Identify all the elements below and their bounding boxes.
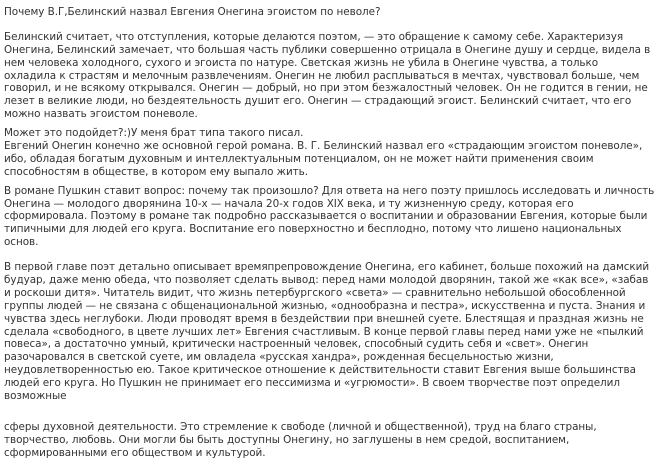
text-line: группы людей — не связана с общенациональной жизнью, «однообразна и пестра», искусственна и пуста. Знания и <box>4 299 646 312</box>
text-line: сформированными его обществом и культурой. <box>4 446 266 459</box>
text-line: неудовлетворенностью ею. Такое критическое отношение к действительности ставит Евгения выше большинства <box>4 364 636 377</box>
text-line: типичными для людей его круга. Воспитание его поверхностно и бесплодно, потому что лишено национальных <box>4 223 622 236</box>
text-line: возможные <box>4 390 67 403</box>
answer-page <box>4 6 655 460</box>
question-heading <box>4 6 655 19</box>
text-line: людей его круга. Но Пушкин не принимает его пессимизма и «угрюмости». В своем творчестве поэт определил <box>4 377 620 390</box>
text-line: охладила к страстям и мелочным развлечениям. Онегин не любил расплываться в мечтах, чувствовал больше, чем <box>4 69 640 82</box>
text-line: сферы духовной деятельности. Это стремление к свободе (личной и общественной), труд на благо страны, <box>4 420 597 433</box>
text-line: будуар, даже меню обеда, что позволяет сделать вывод: перед нами молодой дворянин, такой же «как все», «забав <box>4 274 649 287</box>
text-line: сделала «свободного, в цвете лучших лет» Евгения счастливым. В конце первой главы перед нами уже не «пылкий <box>4 325 644 338</box>
text-line: говорил, и не всякому открывался. Онегин — добрый, но при этом безжалостный человек. Он не годится в гении, не <box>4 82 648 95</box>
text-line: творчество, любовь. Они могли бы быть доступны Онегину, но заглушены в нем средой, воспитанием, <box>4 433 570 446</box>
text-line: разочаровался в светской суете, им овладела «русская хандра», рожденная бесцельностью жизни, <box>4 351 554 364</box>
text-line: Онегина — молодого дворянина 10-х — начала 20-х годов XIX века, и ту жизненную среду, которая его <box>4 197 574 210</box>
paragraph-pushkin-question <box>4 185 655 249</box>
paragraph-brother <box>4 127 655 179</box>
text-line: В романе Пушкин ставит вопрос: почему так произошло? Для ответа на него поэту пришлось исследовать и личность <box>4 184 655 197</box>
text-line: нем человека холодного, сухого и эгоиста по натуре. Светская жизнь не убила в Онегине чувства, а только <box>4 56 599 69</box>
text-line: сформировала. Поэтому в романе так подробно рассказывается о воспитании и образовании Евгения, которые были <box>4 210 648 223</box>
text-line: повеса», а достаточно умный, критически настроенный человек, способный судить себя и «свет». Онегин <box>4 338 589 351</box>
paragraph-belinsky <box>4 31 655 121</box>
paragraph-first-chapter <box>4 261 655 403</box>
text-line: чувства здесь неглубоки. Люди проводят время в бездействии при внешней суете. Блестящая и праздная жизнь не <box>4 312 644 325</box>
text-line: и роскоши дитя». Читатель видит, что жизнь петербургского «света» — сравнительно небольшой обособленной <box>4 286 626 299</box>
text-line: ибо, обладая богатым духовным и интеллектуальным потенциалом, он не может найти применения своим <box>4 152 594 165</box>
text-line: Белинский считает, что отступления, которые делаются поэтом, — это обращение к самому себе. Характеризуя <box>4 30 624 43</box>
text-line: можно назвать эгоистом поневоле. <box>4 108 198 121</box>
text-line: лезет в великие люди, но бездеятельность душит его. Онегин — страдающий эгоист. Белинский считает, что его <box>4 95 632 108</box>
text-line: способностям в обществе, в котором ему выпало жить. <box>4 165 308 178</box>
text-line: Евгений Онегин конечно же основной герой романа. В. Г. Белинский назвал его «страдающим эгоистом поневоле», <box>4 140 643 153</box>
question-text: Почему В.Г,Белинский назвал Евгения Онегина эгоистом по неволе? <box>4 6 381 18</box>
text-line: основ. <box>4 236 39 249</box>
text-line: В первой главе поэт детально описывает времяпрепровождение Онегина, его кабинет, больше похожий на дамский <box>4 261 650 274</box>
paragraph-spheres <box>4 421 655 460</box>
text-line: Может это подойдет?:)У меня брат типа такого писал. <box>4 127 304 140</box>
text-line: Онегина, Белинский замечает, что большая часть публики совершенно отрицала в Онегине душу и сердце, видела в <box>4 43 651 56</box>
